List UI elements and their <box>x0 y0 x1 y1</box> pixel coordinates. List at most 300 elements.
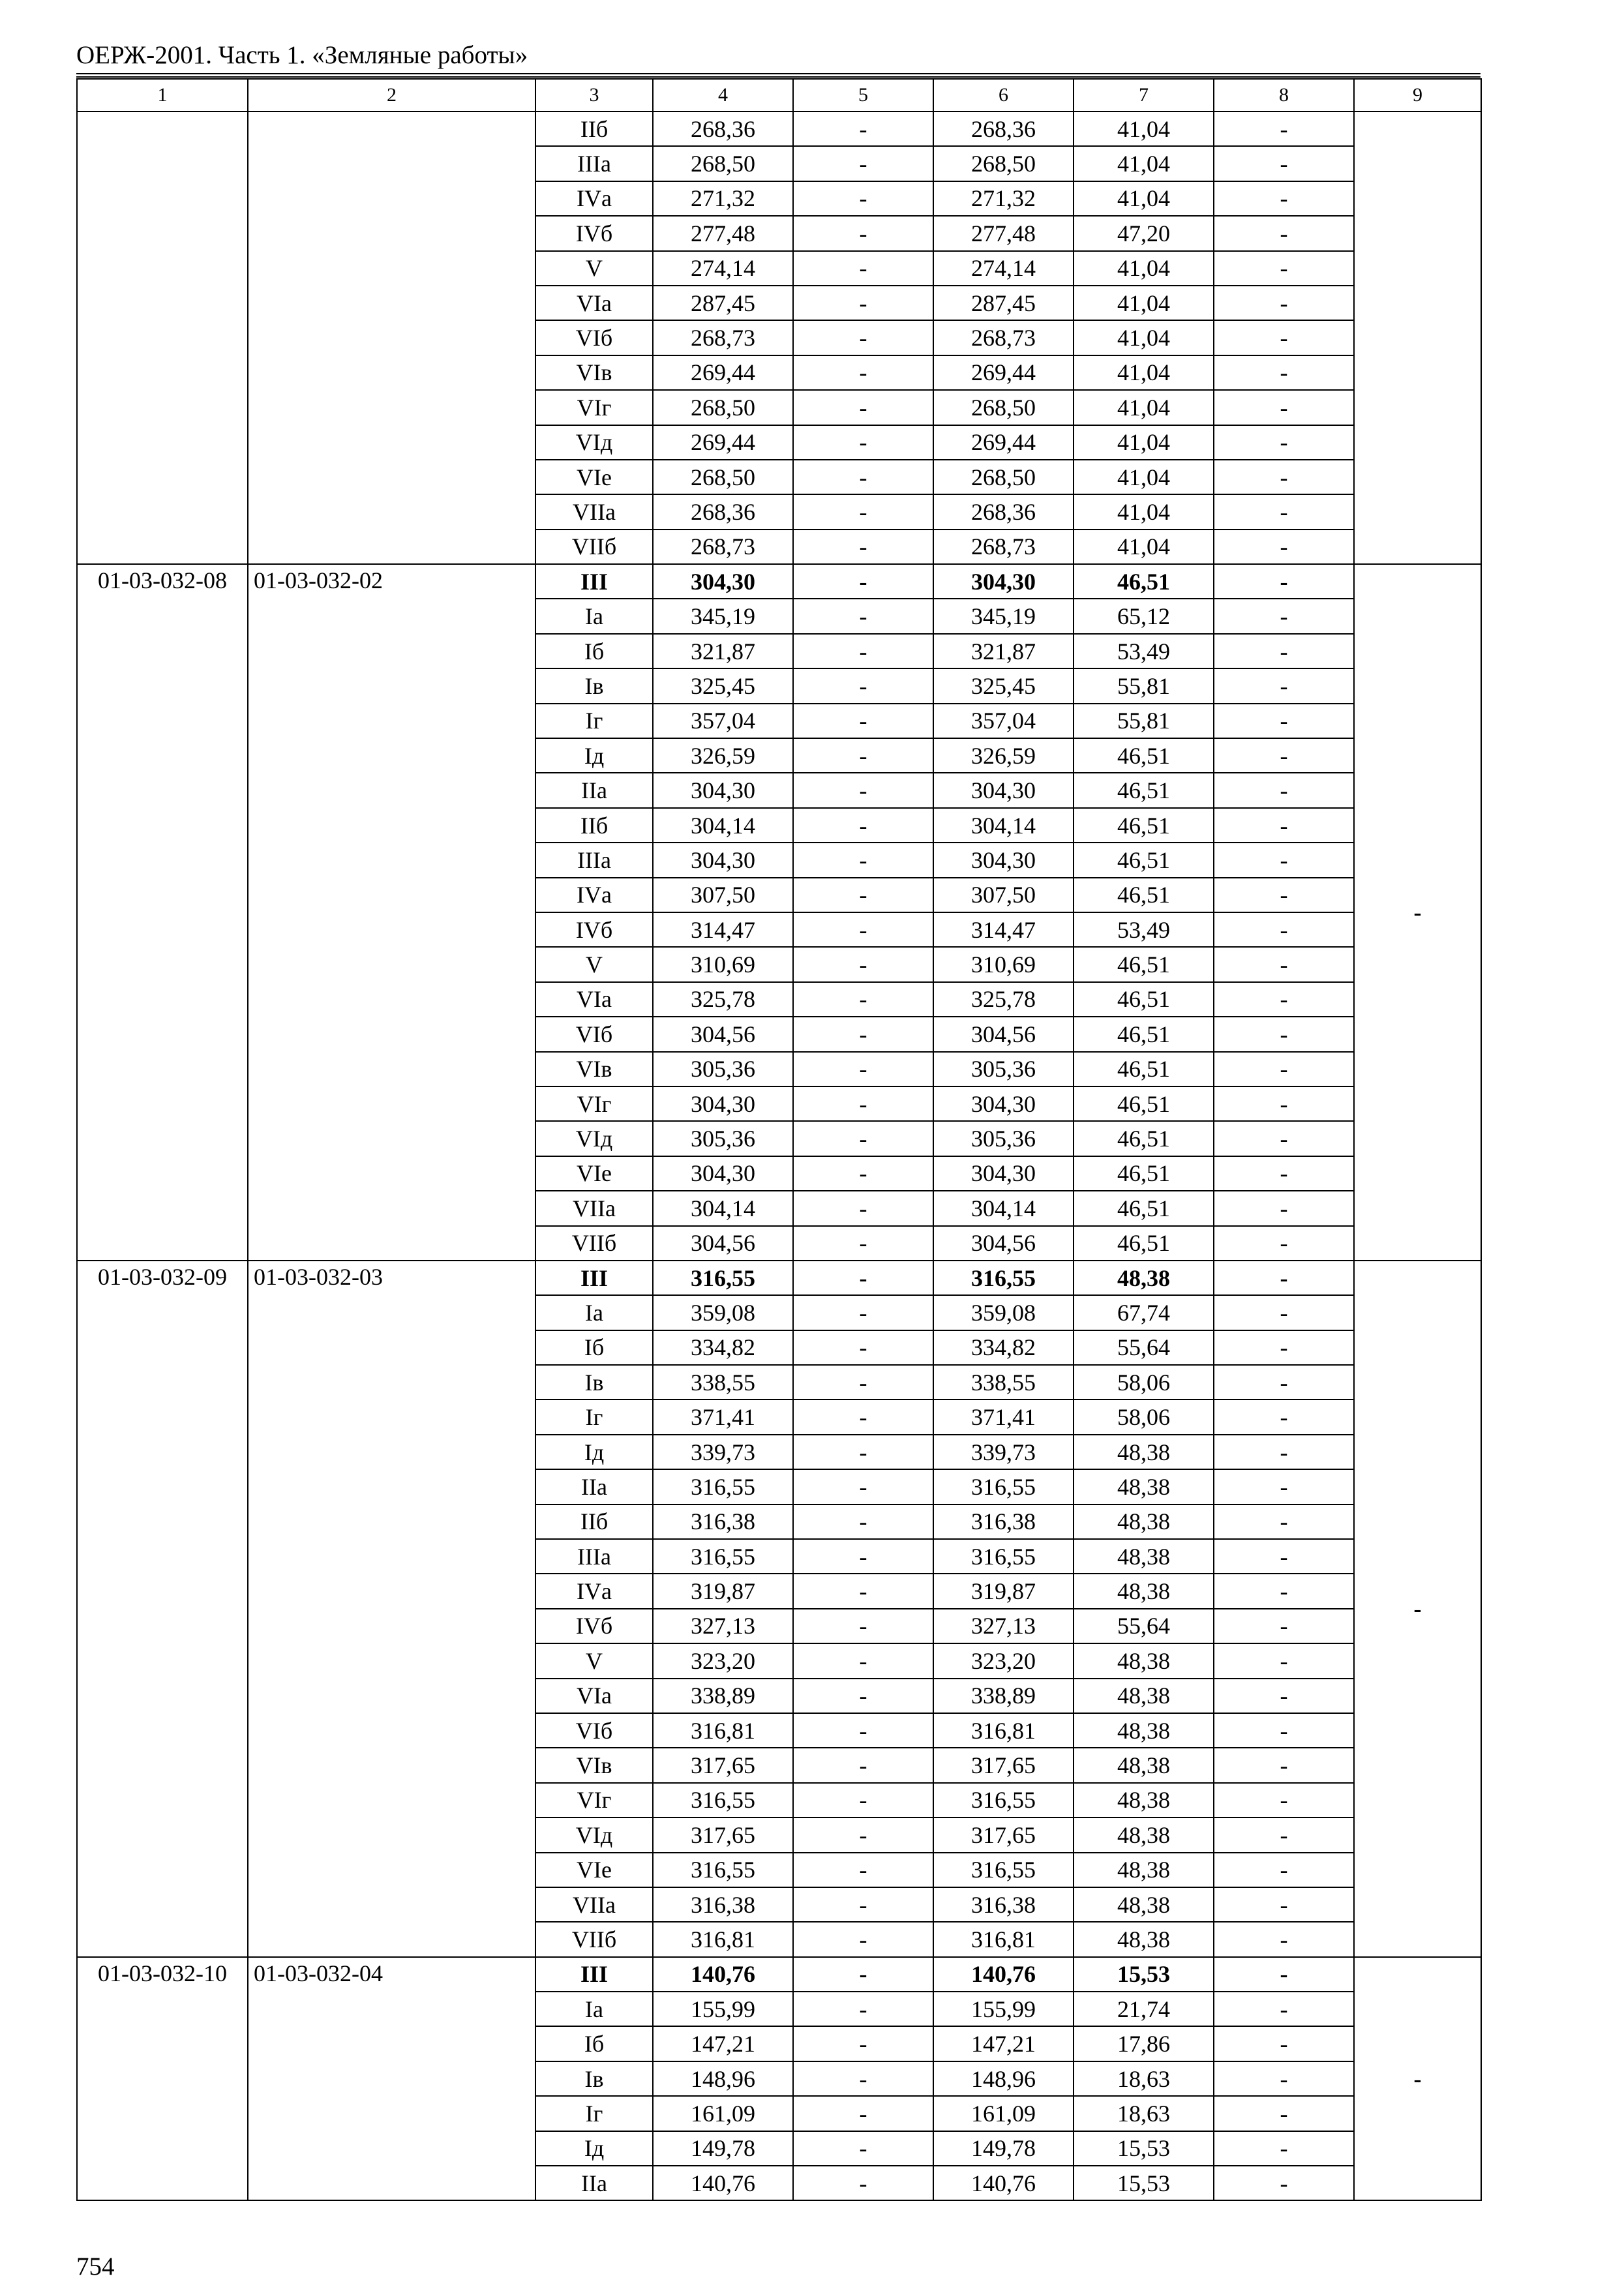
price-table <box>76 78 1482 2201</box>
value-cell: - <box>1214 1679 1354 1713</box>
value-cell: 48,38 <box>1074 1261 1214 1295</box>
territory-cell: Iг <box>535 2096 653 2131</box>
column-9-cell: - <box>1354 1957 1481 2201</box>
territory-cell: Iв <box>535 1365 653 1399</box>
territory-cell: Iг <box>535 704 653 738</box>
value-cell: 321,87 <box>933 634 1074 668</box>
value-cell: - <box>1214 460 1354 494</box>
value-cell: 46,51 <box>1074 1017 1214 1051</box>
value-cell: 359,08 <box>653 1295 793 1330</box>
value-cell: - <box>793 668 933 703</box>
value-cell: 41,04 <box>1074 146 1214 181</box>
column-number: 1 <box>77 79 248 112</box>
value-cell: 277,48 <box>653 216 793 250</box>
value-cell: 274,14 <box>653 251 793 286</box>
territory-cell: VIб <box>535 1713 653 1748</box>
value-cell: 326,59 <box>933 738 1074 773</box>
territory-cell: V <box>535 947 653 981</box>
territory-cell: VIб <box>535 1017 653 1051</box>
value-cell: - <box>793 1365 933 1399</box>
value-cell: 149,78 <box>653 2131 793 2166</box>
territory-cell: VIв <box>535 1748 653 1782</box>
value-cell: - <box>1214 390 1354 425</box>
territory-cell: VIе <box>535 1156 653 1191</box>
value-cell: - <box>793 599 933 633</box>
value-cell: - <box>1214 2166 1354 2200</box>
value-cell: 371,41 <box>933 1399 1074 1434</box>
territory-cell: IVб <box>535 912 653 947</box>
value-cell: - <box>1214 1435 1354 1469</box>
value-cell: - <box>793 1261 933 1295</box>
value-cell: - <box>1214 320 1354 355</box>
territory-cell: VIг <box>535 1086 653 1121</box>
value-cell: 307,50 <box>933 878 1074 912</box>
value-cell: 15,53 <box>1074 2166 1214 2200</box>
value-cell: 148,96 <box>933 2061 1074 2096</box>
value-cell: 41,04 <box>1074 251 1214 286</box>
column-number-row <box>77 79 1481 112</box>
value-cell: 46,51 <box>1074 808 1214 843</box>
header-rule-top <box>76 73 1481 74</box>
value-cell: 316,55 <box>653 1783 793 1818</box>
value-cell: 268,50 <box>653 146 793 181</box>
column-number: 9 <box>1354 79 1481 112</box>
value-cell: - <box>793 634 933 668</box>
value-cell: 18,63 <box>1074 2096 1214 2131</box>
value-cell: 305,36 <box>653 1121 793 1156</box>
value-cell: 317,65 <box>653 1818 793 1852</box>
value-cell: 316,55 <box>653 1853 793 1887</box>
value-cell: - <box>793 1052 933 1086</box>
table-row-main <box>77 564 1481 599</box>
column-number: 3 <box>535 79 653 112</box>
value-cell: - <box>1214 146 1354 181</box>
value-cell: 48,38 <box>1074 1679 1214 1713</box>
value-cell: 304,14 <box>653 808 793 843</box>
territory-cell: VIг <box>535 390 653 425</box>
territory-cell: IIб <box>535 112 653 146</box>
value-cell: 304,56 <box>653 1226 793 1261</box>
value-cell: - <box>793 2026 933 2061</box>
value-cell: 46,51 <box>1074 1052 1214 1086</box>
value-cell: 147,21 <box>933 2026 1074 2061</box>
value-cell: 48,38 <box>1074 1435 1214 1469</box>
value-cell: 319,87 <box>933 1574 1074 1608</box>
value-cell: 316,81 <box>933 1922 1074 1956</box>
value-cell: - <box>1214 355 1354 390</box>
value-cell: 48,38 <box>1074 1818 1214 1852</box>
value-cell: - <box>793 1679 933 1713</box>
reference-code-cell: 01-03-032-02 <box>248 564 535 1261</box>
value-cell: - <box>1214 1504 1354 1539</box>
territory-cell: Iб <box>535 1330 653 1365</box>
value-cell: 46,51 <box>1074 1156 1214 1191</box>
value-cell: 53,49 <box>1074 634 1214 668</box>
value-cell: 316,38 <box>933 1504 1074 1539</box>
value-cell: 53,49 <box>1074 912 1214 947</box>
territory-cell: IIIа <box>535 843 653 877</box>
value-cell: - <box>1214 1156 1354 1191</box>
value-cell: 316,55 <box>653 1261 793 1295</box>
value-cell: 316,55 <box>653 1539 793 1574</box>
value-cell: - <box>793 112 933 146</box>
value-cell: 269,44 <box>653 425 793 460</box>
territory-cell: VIа <box>535 1679 653 1713</box>
value-cell: 41,04 <box>1074 355 1214 390</box>
value-cell: - <box>793 2061 933 2096</box>
value-cell: 48,38 <box>1074 1469 1214 1504</box>
value-cell: - <box>793 320 933 355</box>
value-cell: - <box>1214 1226 1354 1261</box>
value-cell: 304,14 <box>933 1191 1074 1225</box>
territory-cell: IIа <box>535 2166 653 2200</box>
value-cell: 15,53 <box>1074 1957 1214 1992</box>
value-cell: 277,48 <box>933 216 1074 250</box>
territory-cell: Iд <box>535 2131 653 2166</box>
value-cell: 149,78 <box>933 2131 1074 2166</box>
value-cell: - <box>1214 564 1354 599</box>
value-cell: - <box>1214 843 1354 877</box>
value-cell: 48,38 <box>1074 1539 1214 1574</box>
value-cell: 55,64 <box>1074 1609 1214 1643</box>
table-row-main <box>77 1957 1481 1992</box>
value-cell: - <box>1214 286 1354 320</box>
value-cell: - <box>793 1295 933 1330</box>
value-cell: 314,47 <box>933 912 1074 947</box>
value-cell: 18,63 <box>1074 2061 1214 2096</box>
territory-cell: VIа <box>535 982 653 1017</box>
value-cell: 314,47 <box>653 912 793 947</box>
territory-cell: VIIа <box>535 494 653 529</box>
value-cell: - <box>1214 1783 1354 1818</box>
value-cell: 304,56 <box>933 1017 1074 1051</box>
value-cell: 304,30 <box>653 843 793 877</box>
value-cell: 21,74 <box>1074 1992 1214 2026</box>
value-cell: 268,73 <box>653 530 793 564</box>
territory-cell: Iа <box>535 1992 653 2026</box>
value-cell: 46,51 <box>1074 843 1214 877</box>
value-cell: 41,04 <box>1074 286 1214 320</box>
value-cell: - <box>793 1574 933 1608</box>
value-cell: - <box>793 738 933 773</box>
value-cell: 140,76 <box>933 1957 1074 1992</box>
value-cell: 269,44 <box>933 355 1074 390</box>
value-cell: 316,55 <box>933 1783 1074 1818</box>
value-cell: - <box>793 1121 933 1156</box>
value-cell: 304,30 <box>653 564 793 599</box>
column-number: 5 <box>793 79 933 112</box>
value-cell: 304,56 <box>653 1017 793 1051</box>
value-cell: - <box>1214 112 1354 146</box>
value-cell: 55,81 <box>1074 668 1214 703</box>
territory-cell: IIб <box>535 1504 653 1539</box>
value-cell: 47,20 <box>1074 216 1214 250</box>
value-cell: 155,99 <box>933 1992 1074 2026</box>
value-cell: 304,30 <box>653 1156 793 1191</box>
value-cell: 345,19 <box>653 599 793 633</box>
value-cell: 41,04 <box>1074 181 1214 216</box>
value-cell: 304,30 <box>933 1086 1074 1121</box>
value-cell: - <box>1214 1818 1354 1852</box>
value-cell: - <box>793 1992 933 2026</box>
territory-cell: IIб <box>535 808 653 843</box>
value-cell: 304,30 <box>933 773 1074 807</box>
value-cell: - <box>1214 216 1354 250</box>
value-cell: - <box>793 216 933 250</box>
value-cell: 359,08 <box>933 1295 1074 1330</box>
value-cell: - <box>793 460 933 494</box>
value-cell: 338,89 <box>653 1679 793 1713</box>
value-cell: 305,36 <box>933 1121 1074 1156</box>
value-cell: - <box>793 1922 933 1956</box>
value-cell: - <box>1214 947 1354 981</box>
territory-cell: VIа <box>535 286 653 320</box>
value-cell: 327,13 <box>933 1609 1074 1643</box>
territory-cell: VIIб <box>535 1922 653 1956</box>
value-cell: 316,38 <box>653 1887 793 1922</box>
value-cell: - <box>793 1887 933 1922</box>
value-cell: 268,36 <box>653 112 793 146</box>
value-cell: 46,51 <box>1074 1086 1214 1121</box>
territory-cell: VIг <box>535 1783 653 1818</box>
value-cell: 325,45 <box>653 668 793 703</box>
value-cell: - <box>793 1783 933 1818</box>
value-cell: 268,73 <box>933 530 1074 564</box>
value-cell: - <box>1214 2096 1354 2131</box>
column-9-cell <box>1354 112 1481 564</box>
value-cell: 161,09 <box>653 2096 793 2131</box>
territory-cell: VIе <box>535 460 653 494</box>
value-cell: 268,73 <box>653 320 793 355</box>
value-cell: - <box>1214 1469 1354 1504</box>
table-body <box>77 112 1481 2200</box>
value-cell: 345,19 <box>933 599 1074 633</box>
column-number: 2 <box>248 79 535 112</box>
value-cell: - <box>1214 2131 1354 2166</box>
value-cell: 48,38 <box>1074 1783 1214 1818</box>
value-cell: - <box>793 1539 933 1574</box>
rate-code-cell <box>77 112 248 564</box>
value-cell: - <box>1214 251 1354 286</box>
column-9-cell: - <box>1354 564 1481 1261</box>
value-cell: 304,30 <box>933 564 1074 599</box>
value-cell: - <box>793 181 933 216</box>
territory-cell: Iа <box>535 599 653 633</box>
territory-cell: Iв <box>535 668 653 703</box>
value-cell: 271,32 <box>933 181 1074 216</box>
value-cell: - <box>793 2131 933 2166</box>
value-cell: - <box>1214 982 1354 1017</box>
value-cell: 67,74 <box>1074 1295 1214 1330</box>
reference-code-cell: 01-03-032-03 <box>248 1261 535 1957</box>
value-cell: - <box>1214 181 1354 216</box>
territory-cell: VIв <box>535 1052 653 1086</box>
value-cell: 268,36 <box>933 494 1074 529</box>
value-cell: 304,30 <box>653 773 793 807</box>
value-cell: 269,44 <box>653 355 793 390</box>
value-cell: 48,38 <box>1074 1574 1214 1608</box>
value-cell: 55,81 <box>1074 704 1214 738</box>
value-cell: - <box>793 494 933 529</box>
value-cell: 307,50 <box>653 878 793 912</box>
value-cell: 41,04 <box>1074 530 1214 564</box>
value-cell: - <box>1214 1330 1354 1365</box>
reference-code-cell: 01-03-032-04 <box>248 1957 535 2201</box>
value-cell: - <box>1214 2061 1354 2096</box>
value-cell: 339,73 <box>653 1435 793 1469</box>
value-cell: - <box>1214 1957 1354 1992</box>
value-cell: 55,64 <box>1074 1330 1214 1365</box>
value-cell: - <box>1214 1887 1354 1922</box>
rate-code-cell: 01-03-032-08 <box>77 564 248 1261</box>
value-cell: - <box>1214 1713 1354 1748</box>
value-cell: 161,09 <box>933 2096 1074 2131</box>
value-cell: - <box>793 1504 933 1539</box>
value-cell: 305,36 <box>653 1052 793 1086</box>
value-cell: 48,38 <box>1074 1713 1214 1748</box>
value-cell: 357,04 <box>933 704 1074 738</box>
value-cell: 316,38 <box>933 1887 1074 1922</box>
value-cell: 48,38 <box>1074 1853 1214 1887</box>
value-cell: - <box>793 1226 933 1261</box>
value-cell: 316,55 <box>933 1469 1074 1504</box>
value-cell: 269,44 <box>933 425 1074 460</box>
header-rule-bottom <box>76 76 1481 78</box>
value-cell: 268,36 <box>933 112 1074 146</box>
value-cell: - <box>1214 668 1354 703</box>
value-cell: 323,20 <box>653 1643 793 1678</box>
value-cell: - <box>793 1748 933 1782</box>
value-cell: - <box>1214 1853 1354 1887</box>
value-cell: 46,51 <box>1074 1191 1214 1225</box>
territory-cell: IVа <box>535 878 653 912</box>
territory-cell: VIд <box>535 425 653 460</box>
column-9-cell: - <box>1354 1261 1481 1957</box>
value-cell: - <box>793 982 933 1017</box>
value-cell: 304,30 <box>933 843 1074 877</box>
value-cell: 327,13 <box>653 1609 793 1643</box>
value-cell: 268,50 <box>933 146 1074 181</box>
column-number: 4 <box>653 79 793 112</box>
territory-cell: V <box>535 251 653 286</box>
value-cell: - <box>1214 1017 1354 1051</box>
territory-cell: IIа <box>535 1469 653 1504</box>
value-cell: - <box>793 1818 933 1852</box>
value-cell: - <box>1214 494 1354 529</box>
value-cell: 46,51 <box>1074 738 1214 773</box>
value-cell: 316,55 <box>653 1469 793 1504</box>
value-cell: - <box>1214 1121 1354 1156</box>
value-cell: - <box>793 843 933 877</box>
value-cell: 268,73 <box>933 320 1074 355</box>
value-cell: 46,51 <box>1074 773 1214 807</box>
value-cell: 287,45 <box>653 286 793 320</box>
value-cell: 304,30 <box>653 1086 793 1121</box>
value-cell: - <box>793 1957 933 1992</box>
column-number: 8 <box>1214 79 1354 112</box>
territory-cell: IVб <box>535 1609 653 1643</box>
value-cell: - <box>1214 912 1354 947</box>
value-cell: 46,51 <box>1074 947 1214 981</box>
territory-cell: III <box>535 1261 653 1295</box>
value-cell: - <box>793 1399 933 1434</box>
value-cell: 271,32 <box>653 181 793 216</box>
value-cell: 48,38 <box>1074 1887 1214 1922</box>
value-cell: 316,55 <box>933 1853 1074 1887</box>
value-cell: - <box>793 1609 933 1643</box>
value-cell: 268,50 <box>933 460 1074 494</box>
value-cell: 268,36 <box>653 494 793 529</box>
value-cell: - <box>793 773 933 807</box>
value-cell: 48,38 <box>1074 1748 1214 1782</box>
value-cell: 338,55 <box>653 1365 793 1399</box>
value-cell: 316,38 <box>653 1504 793 1539</box>
territory-cell: VIд <box>535 1818 653 1852</box>
value-cell: 41,04 <box>1074 320 1214 355</box>
territory-cell: Iг <box>535 1399 653 1434</box>
territory-cell: VIе <box>535 1853 653 1887</box>
value-cell: 41,04 <box>1074 460 1214 494</box>
value-cell: - <box>1214 425 1354 460</box>
value-cell: 65,12 <box>1074 599 1214 633</box>
value-cell: 304,14 <box>933 808 1074 843</box>
value-cell: - <box>793 564 933 599</box>
value-cell: 268,50 <box>653 390 793 425</box>
value-cell: 48,38 <box>1074 1504 1214 1539</box>
value-cell: 48,38 <box>1074 1643 1214 1678</box>
value-cell: 304,56 <box>933 1226 1074 1261</box>
value-cell: 338,89 <box>933 1679 1074 1713</box>
territory-cell: Iд <box>535 738 653 773</box>
value-cell: - <box>793 1643 933 1678</box>
territory-cell: V <box>535 1643 653 1678</box>
value-cell: - <box>793 704 933 738</box>
value-cell: - <box>793 878 933 912</box>
value-cell: 268,50 <box>653 460 793 494</box>
territory-cell: Iд <box>535 1435 653 1469</box>
value-cell: - <box>793 1713 933 1748</box>
value-cell: 46,51 <box>1074 1121 1214 1156</box>
value-cell: 46,51 <box>1074 564 1214 599</box>
territory-cell: Iб <box>535 634 653 668</box>
value-cell: - <box>1214 1295 1354 1330</box>
table-row-main <box>77 1261 1481 1295</box>
territory-cell: VIд <box>535 1121 653 1156</box>
value-cell: - <box>793 1435 933 1469</box>
value-cell: - <box>793 390 933 425</box>
territory-cell: IIа <box>535 773 653 807</box>
value-cell: - <box>793 1330 933 1365</box>
value-cell: - <box>1214 1643 1354 1678</box>
value-cell: 268,50 <box>933 390 1074 425</box>
value-cell: - <box>1214 1748 1354 1782</box>
value-cell: - <box>1214 738 1354 773</box>
column-number: 7 <box>1074 79 1214 112</box>
value-cell: 317,65 <box>933 1748 1074 1782</box>
territory-cell: IIIа <box>535 146 653 181</box>
value-cell: - <box>1214 1539 1354 1574</box>
value-cell: - <box>1214 878 1354 912</box>
territory-cell: Iа <box>535 1295 653 1330</box>
territory-cell: IIIа <box>535 1539 653 1574</box>
column-number: 6 <box>933 79 1074 112</box>
page-number: 754 <box>76 2252 115 2281</box>
value-cell: - <box>793 1086 933 1121</box>
rate-code-cell: 01-03-032-09 <box>77 1261 248 1957</box>
territory-cell: III <box>535 1957 653 1992</box>
page-header-title: ОЕРЖ-2001. Часть 1. «Земляные работы» <box>76 41 528 69</box>
value-cell: 305,36 <box>933 1052 1074 1086</box>
